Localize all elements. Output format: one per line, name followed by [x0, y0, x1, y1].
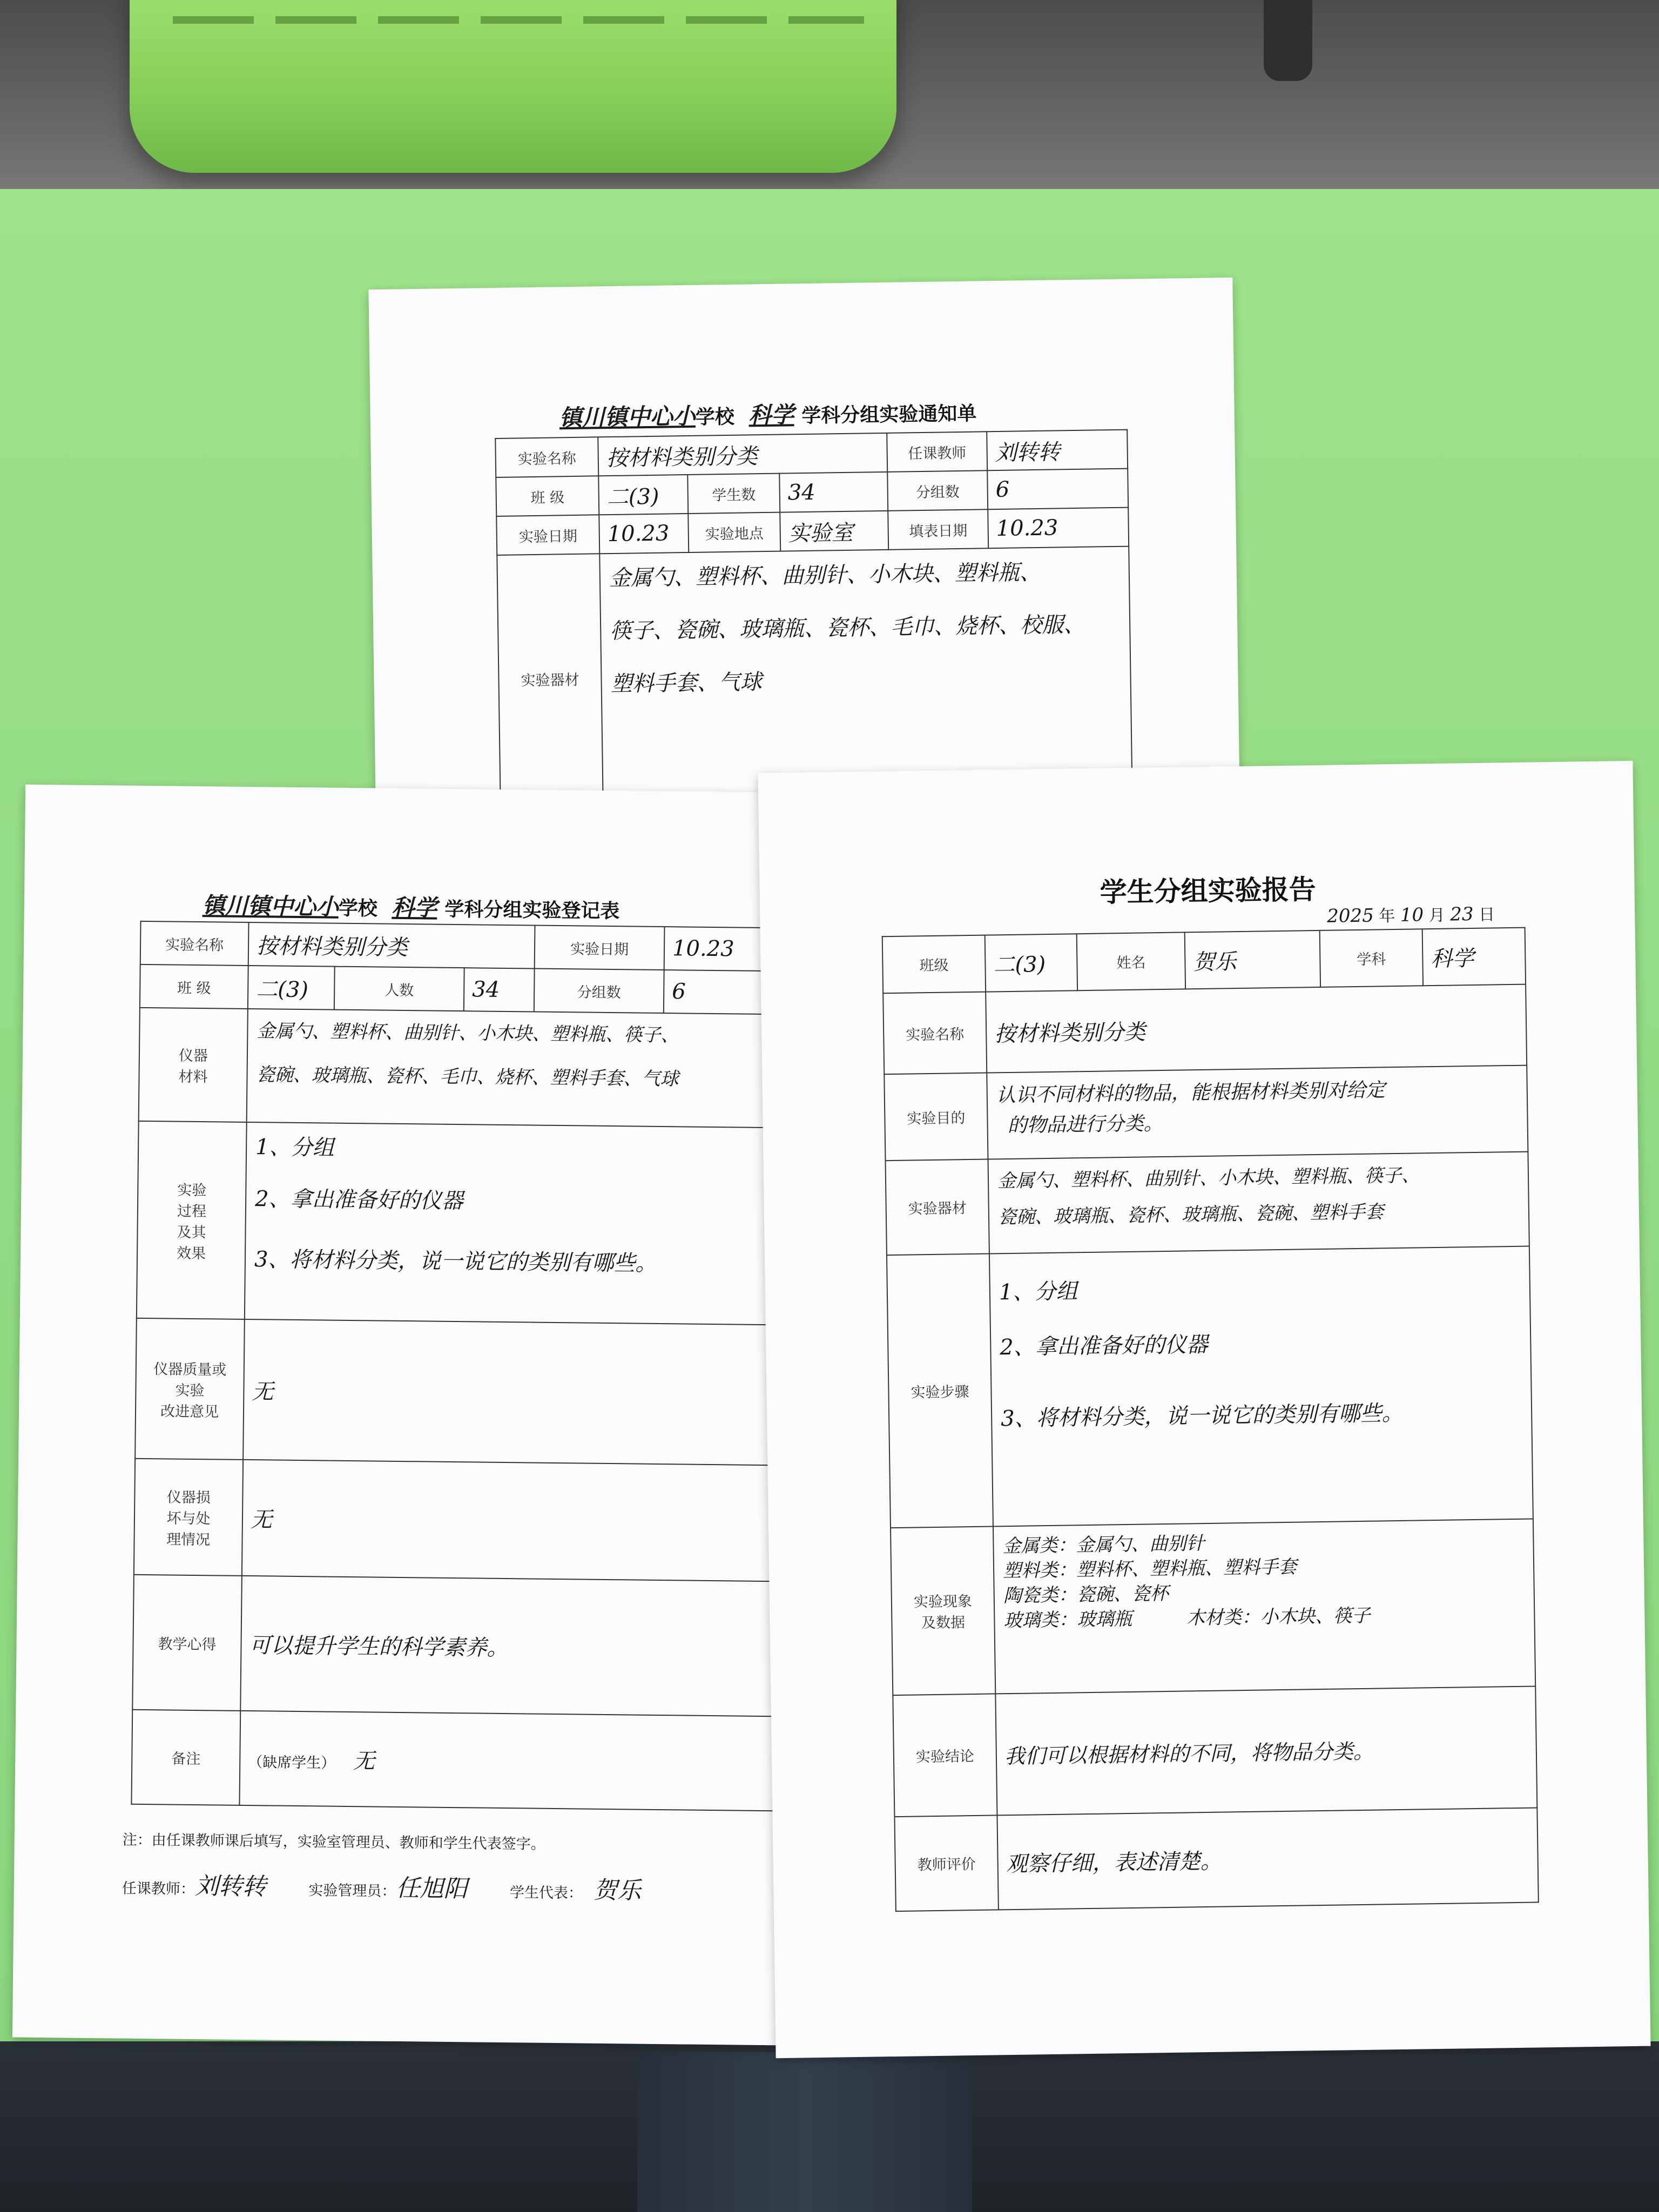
report-date-month: 10 [1400, 904, 1424, 926]
value-name: 贺乐 [1185, 930, 1320, 989]
value-people: 34 [464, 968, 535, 1011]
notice-header [559, 395, 976, 433]
trouser-fold [637, 2052, 972, 2212]
label-conclusion: 实验结论 [893, 1694, 997, 1817]
school-name-handwritten: 镇川镇中心小 [202, 892, 339, 920]
report-date-day-unit: 日 [1478, 905, 1495, 925]
value-teacher: 刘转转 [987, 430, 1128, 471]
label-experiment-name: 实验名称 [883, 992, 987, 1075]
value-experiment-name: 按材料类别分类 [248, 922, 535, 969]
value-damage: 无 [242, 1460, 778, 1581]
value-date: 10.23 [599, 514, 689, 554]
teacher-signature: 刘转转 [194, 1872, 267, 1901]
label-place: 实验地点 [688, 512, 780, 552]
school-suffix: 学校 [338, 897, 378, 920]
phenomena-line: 陶瓷类：瓷碗、瓷杯 [1003, 1582, 1169, 1607]
register-footnote: 注：由任课教师课后填写，实验室管理员、教师和学生代表签字。 [122, 1831, 545, 1853]
value-conclusion: 我们可以根据材料的不同，将物品分类。 [995, 1686, 1537, 1815]
step-line: 1、分组 [999, 1279, 1078, 1305]
value-experiment-name: 按材料类别分类 [598, 433, 887, 476]
value-students: 34 [779, 472, 888, 512]
report-title: 学生分组实验报告 [1100, 874, 1316, 908]
label-absent: （缺席学生） [248, 1754, 336, 1772]
register-title: 学科分组实验登记表 [444, 898, 620, 923]
step-line: 3、将材料分类，说一说它的类别有哪些。 [1000, 1400, 1404, 1432]
value-purpose [987, 1065, 1528, 1159]
label-subject: 学科 [1320, 929, 1423, 987]
value-fill-date: 10.23 [988, 508, 1129, 549]
value-materials [988, 1152, 1529, 1254]
subject-handwritten: 科学 [392, 894, 437, 921]
school-suffix: 学校 [695, 406, 735, 429]
admin-signature: 任旭阳 [396, 1874, 468, 1903]
value-class: 二(3) [248, 966, 335, 1010]
materials-line: 筷子、瓷碗、玻璃瓶、瓷杯、毛巾、烧杯、校服、 [609, 612, 1085, 644]
value-groups: 6 [664, 970, 783, 1014]
label-students: 学生数 [687, 474, 780, 514]
subject-handwritten: 科学 [748, 401, 794, 429]
value-place: 实验室 [780, 511, 888, 551]
phenomena-wood: 木材类：小木块、筷子 [1186, 1604, 1371, 1629]
report-date-day: 23 [1449, 903, 1474, 926]
materials-line: 瓷碗、玻璃瓶、瓷杯、玻璃瓶、瓷碗、塑料手套 [997, 1201, 1384, 1228]
notice-table [495, 429, 1132, 804]
student-signature: 贺乐 [593, 1876, 642, 1905]
materials-line: 金属勺、塑料杯、曲别针、小木块、塑料瓶、筷子、 [257, 1020, 679, 1047]
label-insight: 教学心得 [132, 1575, 242, 1711]
label-people: 人数 [334, 967, 464, 1011]
register-table [131, 921, 784, 1811]
value-materials [599, 547, 1132, 802]
materials-line: 瓷碗、玻璃瓶、瓷杯、毛巾、烧杯、塑料手套、气球 [256, 1063, 679, 1090]
purpose-line: 认识不同材料的物品，能根据材料类别对给定 [996, 1079, 1386, 1107]
phenomena-line: 塑料类：塑料杯、塑料瓶、塑料手套 [1002, 1556, 1297, 1582]
value-evaluation: 观察仔细，表述清楚。 [997, 1808, 1538, 1910]
value-class: 二(3) [985, 934, 1077, 992]
admin-sign-label: 实验管理员： [308, 1882, 396, 1900]
register-sheet [12, 785, 792, 2046]
value-groups: 6 [987, 469, 1128, 510]
label-steps: 实验步骤 [887, 1254, 993, 1528]
label-experiment-name: 实验名称 [140, 921, 249, 966]
value-remark [239, 1711, 775, 1811]
step-line: 2、拿出准备好的仪器 [1000, 1332, 1209, 1360]
label-teacher: 任课教师 [887, 431, 987, 472]
label-class: 班 级 [496, 476, 599, 516]
value-phenomena [993, 1519, 1535, 1694]
materials-line: 金属勺、塑料杯、曲别针、小木块、塑料瓶、 [609, 559, 1042, 591]
chair-slot [173, 16, 864, 24]
label-class: 班级 [882, 935, 986, 994]
label-phenomena: 实验现象 及数据 [891, 1526, 995, 1695]
green-chair-seat [130, 0, 896, 173]
label-experiment-name: 实验名称 [495, 437, 598, 477]
label-date: 实验日期 [496, 515, 599, 555]
phenomena-line: 金属类：金属勺、曲别针 [1002, 1533, 1205, 1557]
student-sign-label: 学生代表： [509, 1884, 583, 1902]
teacher-sign-label: 任课教师： [122, 1880, 195, 1898]
value-materials [247, 1009, 783, 1128]
label-name: 姓名 [1077, 932, 1185, 990]
label-groups: 分组数 [887, 470, 988, 511]
value-insight: 可以提升学生的科学素养。 [240, 1576, 777, 1716]
value-absent: 无 [353, 1749, 375, 1774]
label-materials: 仪器 材料 [139, 1008, 248, 1122]
value-class: 二(3) [598, 475, 688, 515]
label-fill-date: 填表日期 [888, 509, 988, 550]
report-date-month-unit: 月 [1428, 906, 1445, 926]
value-steps [989, 1246, 1533, 1527]
label-materials: 实验器材 [886, 1159, 989, 1256]
value-quality: 无 [243, 1319, 779, 1465]
school-name-handwritten: 镇川镇中心小 [559, 402, 696, 431]
label-quality: 仪器质量或 实验 改进意见 [135, 1318, 245, 1460]
label-date: 实验日期 [535, 926, 665, 970]
chair-leg [1264, 0, 1312, 81]
label-materials: 实验器材 [497, 554, 603, 804]
process-step: 3、将材料分类，说一说它的类别有哪些。 [254, 1247, 657, 1276]
phenomena-glass: 玻璃类：玻璃瓶 [1003, 1608, 1132, 1631]
value-subject: 科学 [1422, 928, 1526, 986]
report-table [882, 927, 1539, 1912]
label-evaluation: 教师评价 [894, 1815, 998, 1911]
report-date-year-unit: 年 [1379, 906, 1395, 926]
register-header [203, 888, 620, 925]
report-sheet [758, 761, 1650, 2058]
value-process [245, 1122, 781, 1325]
label-groups: 分组数 [534, 969, 664, 1014]
label-class: 班 级 [140, 965, 248, 1009]
label-remark: 备注 [131, 1710, 240, 1805]
report-date [1327, 901, 1495, 927]
label-process: 实验 过程 及其 效果 [137, 1121, 247, 1319]
value-experiment-name: 按材料类别分类 [986, 984, 1527, 1073]
label-purpose: 实验目的 [884, 1073, 988, 1161]
purpose-line: 的物品进行分类。 [1007, 1112, 1163, 1137]
materials-line: 金属勺、塑料杯、曲别针、小木块、塑料瓶、筷子、 [997, 1164, 1420, 1192]
value-date: 10.23 [664, 927, 784, 971]
process-step: 1、分组 [255, 1135, 334, 1161]
materials-line: 塑料手套、气球 [610, 670, 762, 697]
notice-title: 学科分组实验通知单 [801, 402, 977, 428]
report-date-year: 2025 [1326, 905, 1374, 927]
process-step: 2、拿出准备好的仪器 [254, 1186, 463, 1214]
label-damage: 仪器损 坏与处 理情况 [134, 1459, 243, 1576]
register-signatures [122, 1866, 642, 1906]
